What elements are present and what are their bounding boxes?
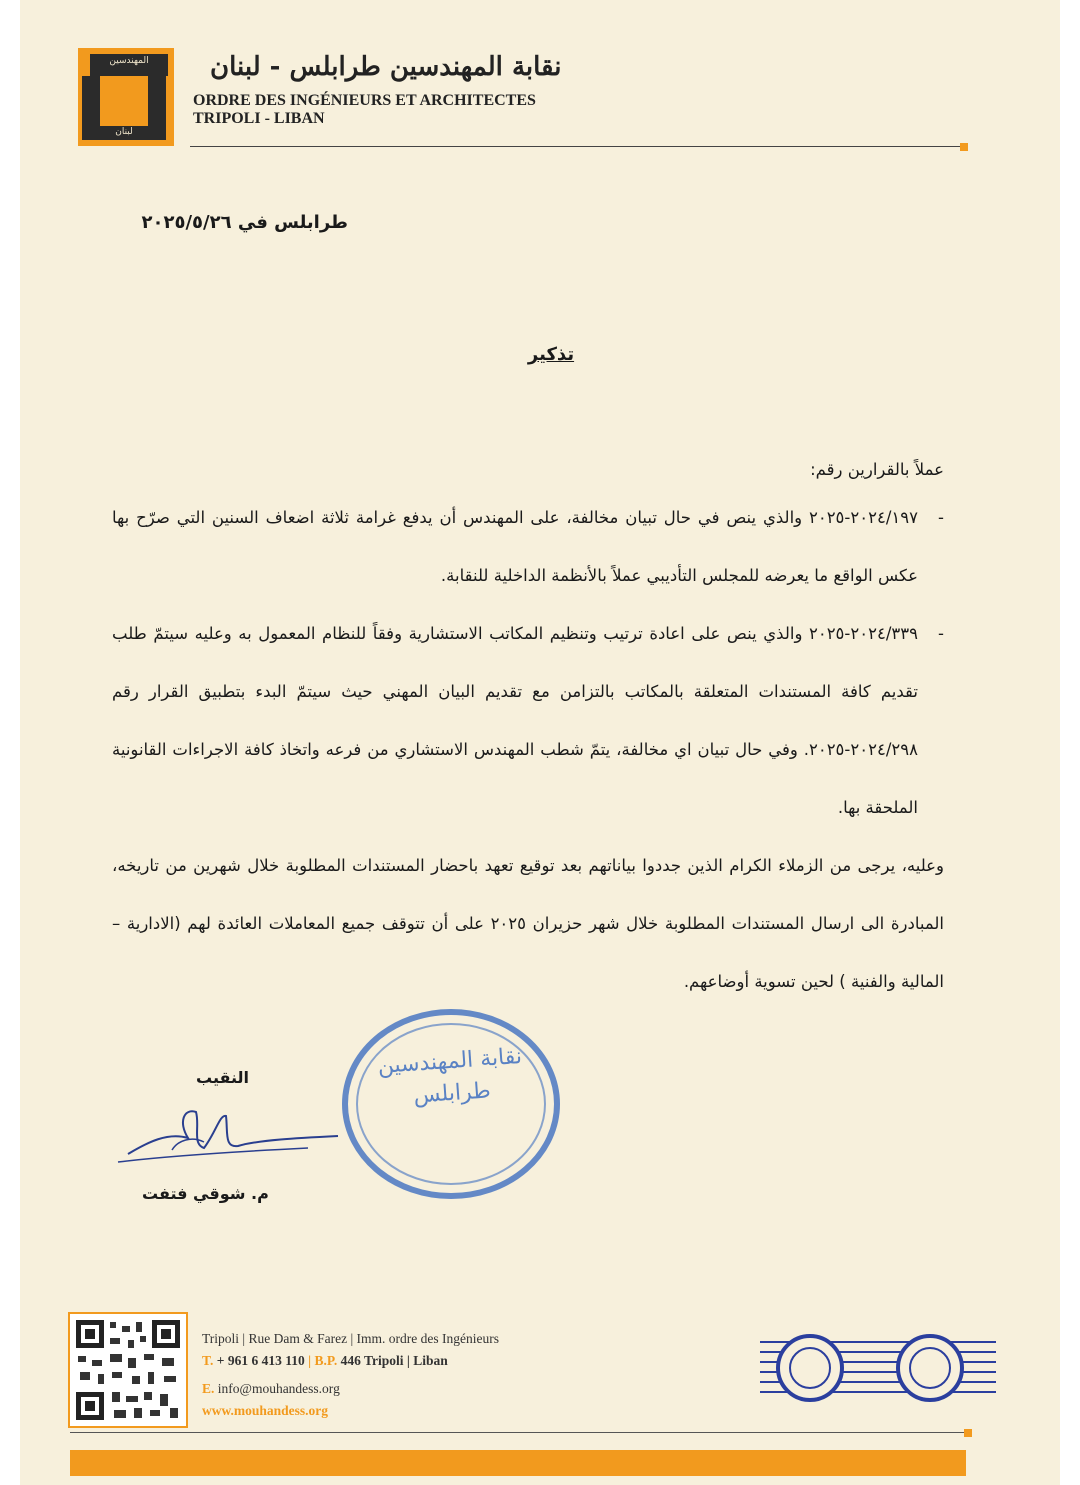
footer-address: Tripoli | Rue Dam & Farez | Imm. ordre des Ingénieurs (202, 1331, 499, 1346)
letter-intro: عملاً بالقرارين رقم: (810, 460, 944, 479)
org-name-french-line2: TRIPOLI - LIBAN (193, 110, 325, 127)
item-text: ٢٠٢٤/٣٣٩-٢٠٢٥ والذي ينص على اعادة ترتيب وتنظيم المكاتب الاستشارية وفقاً للنظام المعمول به وعليه سيتمّ طلب تقديم كافة المستندات المتعلقة بالمكاتب بالتزامن مع تقديم البيان المهني حيث سيتمّ البدء بتطبيق القرار رقم ٢٠٢٤/٢٩٨-٢٠٢٥. وفي حال تبيان اي مخالفة، يتمّ شطب المهندس الاستشاري من فرعه واتخاذ كافة الاجراءات القانونية الملحقة بها. (112, 624, 918, 817)
stamp-text: نقابة المهندسين طرابلس (376, 1044, 523, 1109)
contact-info (202, 1328, 499, 1422)
email-link[interactable]: info@mouhandess.org (217, 1381, 340, 1396)
resolution-item (112, 605, 944, 837)
phone-label: T. (202, 1353, 214, 1368)
email-label: E. (202, 1381, 215, 1396)
letter-title-wrap (20, 344, 1060, 365)
handwritten-signature (108, 1092, 348, 1172)
resolution-item (112, 489, 944, 605)
letter-page (20, 0, 1060, 1485)
phone-number[interactable]: + 961 6 413 110 (216, 1353, 305, 1368)
org-name-french-line1: ORDRE DES INGÉNIEURS ET ARCHITECTES (193, 92, 536, 109)
footer-divider (70, 1432, 966, 1433)
bp-value: 446 Tripoli | Liban (340, 1353, 448, 1368)
footer-email-line (202, 1378, 499, 1400)
letter-body (112, 455, 944, 1011)
letter-date: طرابلس في ٢٠٢٥/٥/٢٦ (141, 212, 348, 233)
logo-text-top: المهندسين (109, 56, 149, 66)
header-divider (190, 146, 962, 147)
bp-label: B.P. (314, 1353, 338, 1368)
org-name-arabic: نقابة المهندسين طرابلس - لبنان (210, 52, 562, 82)
footer-phone-line: T. + 961 6 413 110 | B.P. 446 Tripoli | Liban (202, 1353, 448, 1368)
website-link[interactable]: www.mouhandess.org (202, 1403, 329, 1418)
letter-closing: وعليه، يرجى من الزملاء الكرام الذين جددوا بياناتهم بعد توقيع تعهد باحضار المستندات المطلوبة خلال شهرين من تاريخه، المبادرة الى ارسال المستندات المطلوبة خلال شهر حزيران ٢٠٢٥ على أن تتوقف جميع المعاملات العائدة لهم (الادارية – المالية والفنية ) لحين تسوية أوضاعهم. (112, 856, 944, 991)
item-text: ٢٠٢٤/١٩٧-٢٠٢٥ والذي ينص في حال تبيان مخالفة، على المهندس أن يدفع غرامة ثلاثة اضعاف السنين التي صرّح بها عكس الواقع ما يعرضه للمجلس التأديبي عملاً بالأنظمة الداخلية للنقابة. (112, 508, 918, 585)
qr-code[interactable] (68, 1312, 188, 1428)
logo-mark (78, 48, 174, 146)
footer-divider-dot (964, 1429, 972, 1437)
signatory-name: م. شوقي فتفت (142, 1184, 269, 1203)
header-divider-dot (960, 143, 968, 151)
signatory-title: النقيب (196, 1068, 250, 1087)
footer-accent-bar (70, 1450, 966, 1476)
org-name-french (193, 92, 536, 128)
logo-text-bottom: لبنان (115, 127, 133, 137)
item-dash: - (938, 508, 944, 527)
certification-badges (760, 1328, 996, 1408)
letter-title: تذكير (527, 344, 575, 365)
item-dash: - (938, 624, 944, 643)
